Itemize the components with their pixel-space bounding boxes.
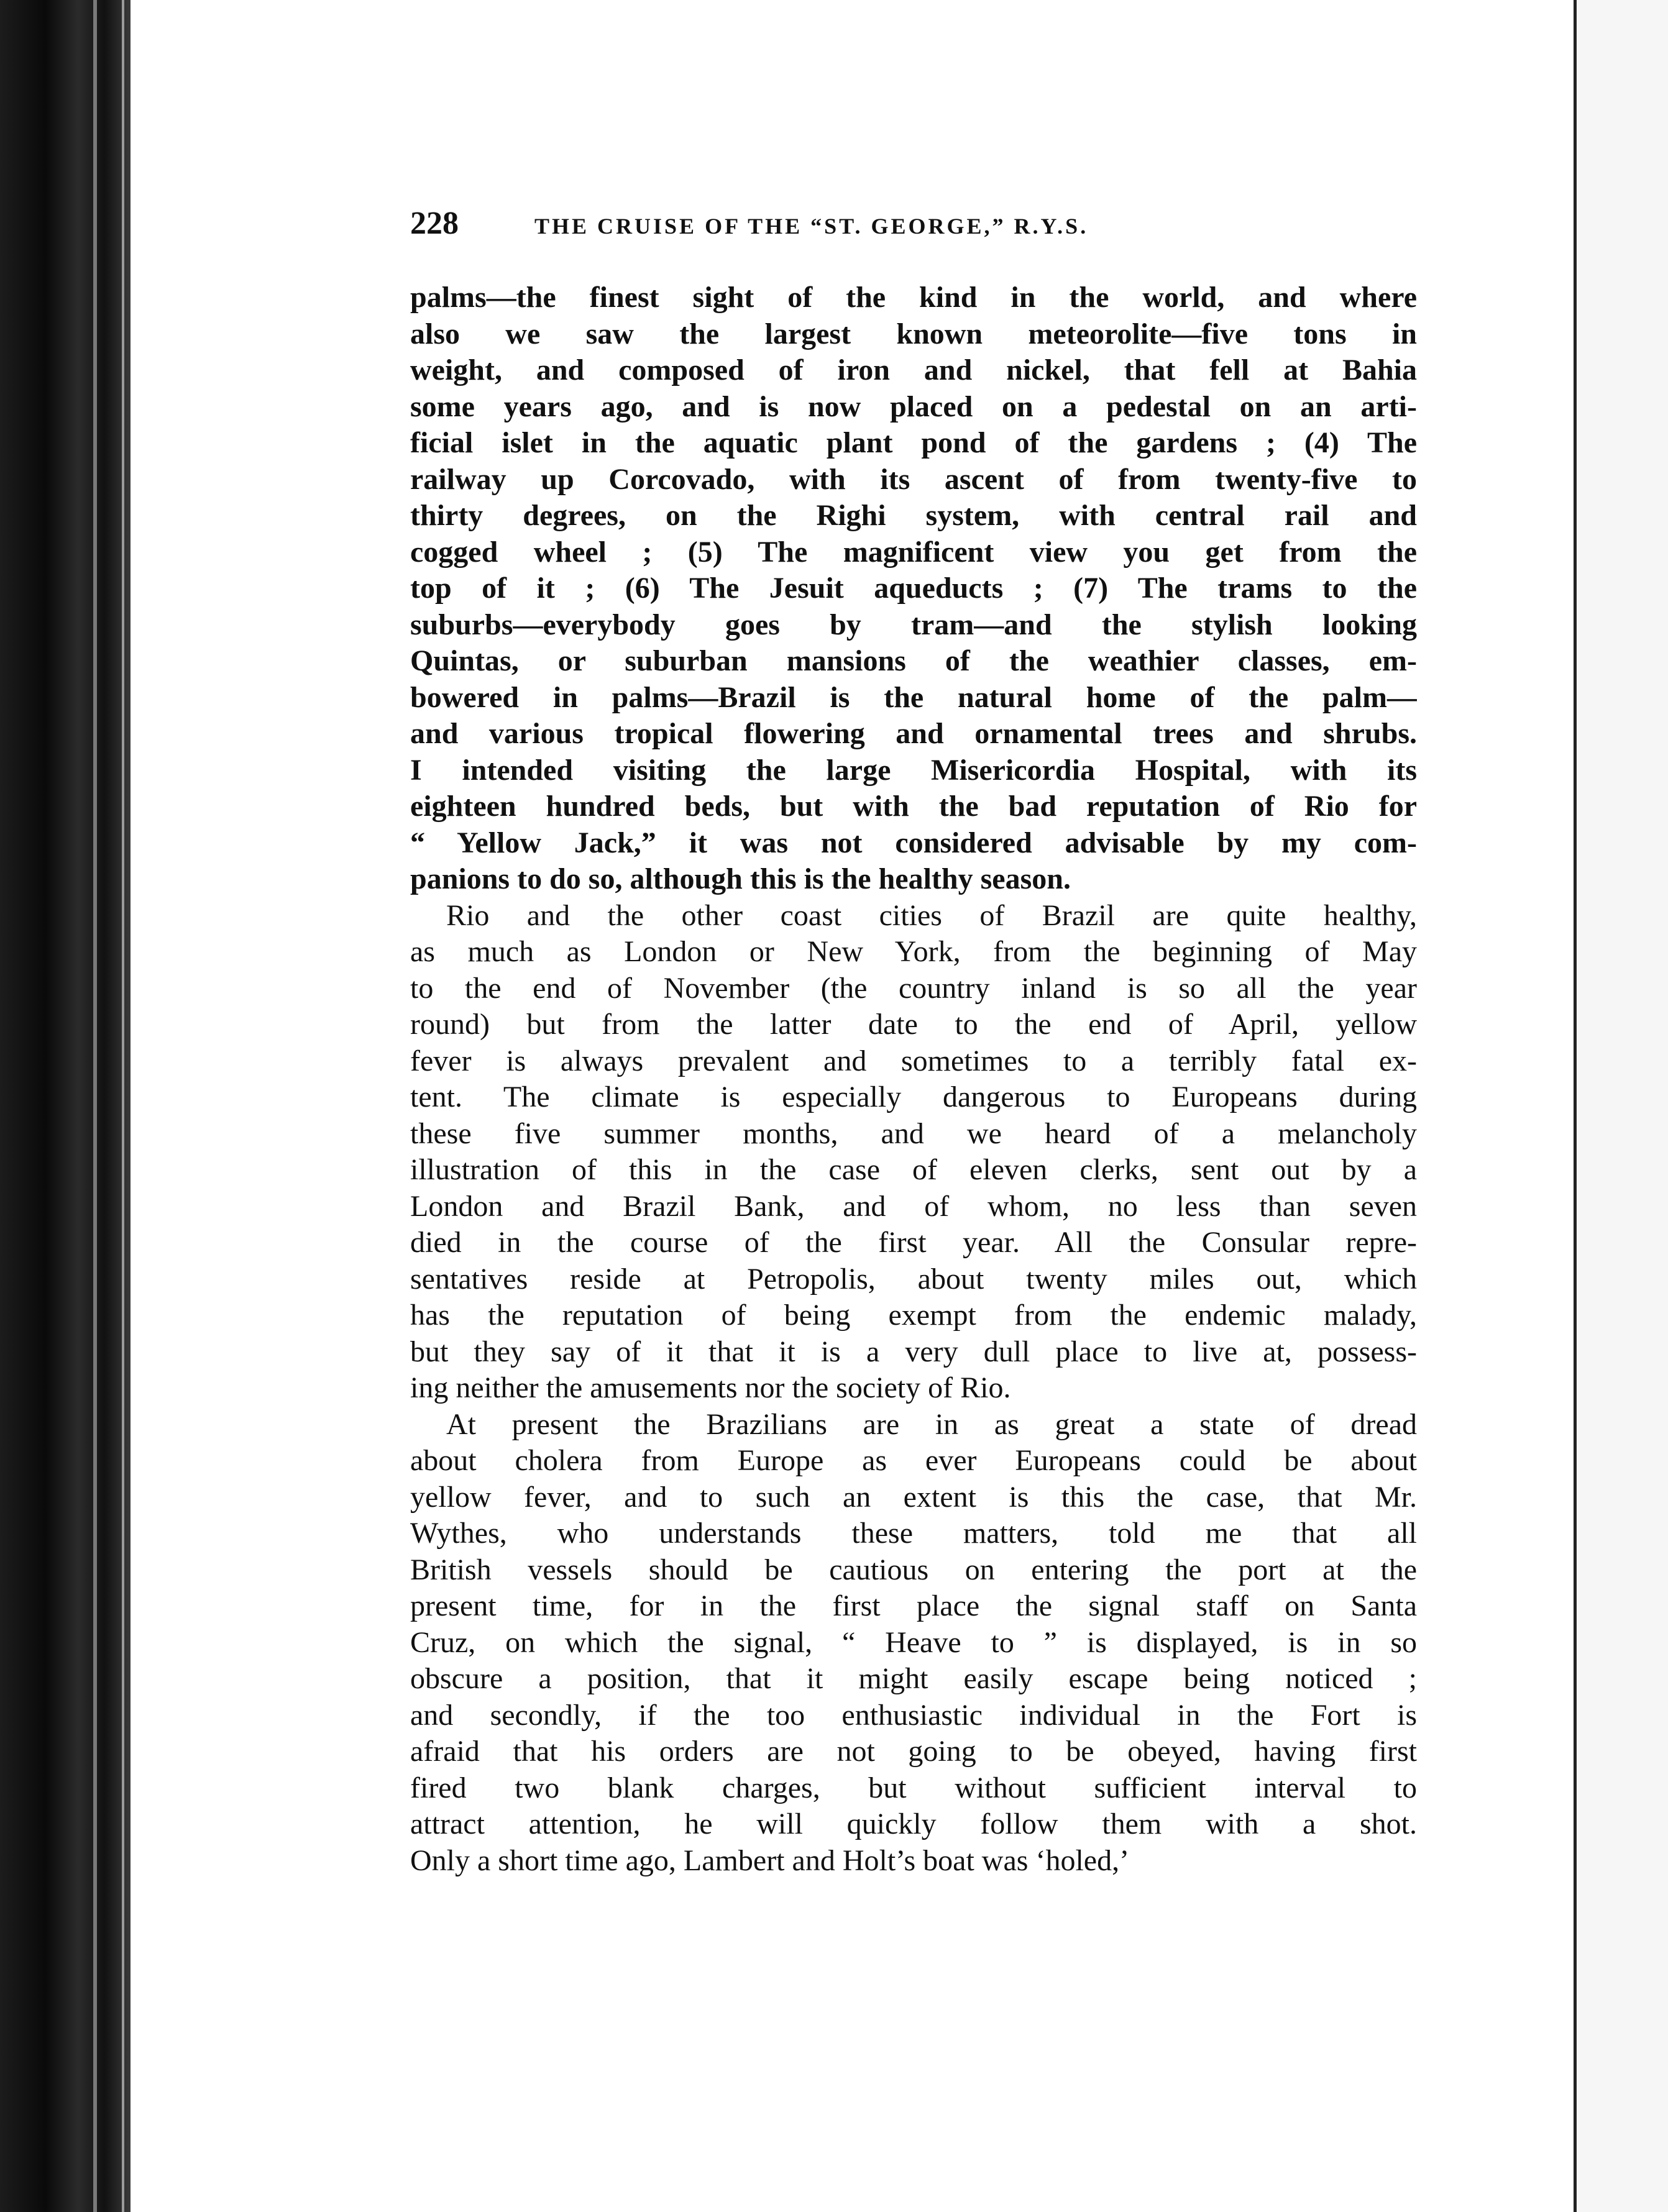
text-line: ing neither the amusements nor the society of Rio. — [410, 1371, 1011, 1404]
text-line: bowered in palms—Brazil is the natural home of the palm— — [410, 680, 1417, 714]
text-line: as much as London or New York, from the beginning of May — [410, 935, 1417, 968]
text-line: tent. The climate is especially dangerous to Europeans during — [410, 1081, 1417, 1113]
text-line: attract attention, he will quickly follow them with a shot. — [410, 1808, 1417, 1840]
text-line: weight, and composed of iron and nickel, that fell at Bahia — [410, 354, 1417, 386]
text-line: Rio and the other coast cities of Brazil are quite healthy, — [446, 898, 1417, 932]
text-line: died in the course of the first year. All the Consular repre- — [410, 1226, 1417, 1259]
text-line: some years ago, and is now placed on a pedestal on an arti- — [410, 390, 1417, 423]
text-line: present time, for in the first place the signal staff on Santa — [410, 1589, 1417, 1622]
text-line: thirty degrees, on the Righi system, with central rail and — [410, 499, 1417, 532]
text-line: suburbs—everybody goes by tram—and the stylish looking — [410, 608, 1417, 641]
page-content — [410, 205, 1417, 1879]
paragraph-2 — [410, 898, 1417, 1407]
binding-edge-inner — [122, 0, 124, 2212]
text-line: cogged wheel ; (5) The magnificent view you get from the — [410, 535, 1417, 569]
text-line: Wythes, who understands these matters, told me that all — [410, 1517, 1417, 1550]
text-line: At present the Brazilians are in as great a state of dread — [446, 1407, 1417, 1441]
text-line: obscure a position, that it might easily escape being noticed ; — [410, 1662, 1417, 1695]
text-line: about cholera from Europe as ever Europeans could be about — [410, 1444, 1417, 1477]
text-line: Cruz, on which the signal, “ Heave to ” is displayed, is in so — [410, 1625, 1417, 1659]
running-head — [410, 205, 1417, 255]
text-line: ficial islet in the aquatic plant pond of the gardens ; (4) The — [410, 426, 1417, 459]
text-line: sentatives reside at Petropolis, about twenty miles out, which — [410, 1262, 1417, 1296]
text-line: British vessels should be cautious on entering the port at the — [410, 1553, 1417, 1586]
text-line: also we saw the largest known meteorolite—five tons in — [410, 317, 1417, 350]
book-binding — [0, 0, 131, 2212]
text-line: fired two blank charges, but without sufficient interval to — [410, 1771, 1417, 1804]
text-line: illustration of this in the case of eleven clerks, sent out by a — [410, 1153, 1417, 1186]
text-line: eighteen hundred beds, but with the bad reputation of Rio for — [410, 790, 1417, 823]
text-line: yellow fever, and to such an extent is this the case, that Mr. — [410, 1480, 1417, 1514]
text-line: but they say of it that it is a very dull place to live at, possess- — [410, 1335, 1417, 1368]
text-line: and secondly, if the too enthusiastic individual in the Fort is — [410, 1698, 1417, 1732]
text-line: I intended visiting the large Misericordia Hospital, with its — [410, 753, 1417, 787]
text-line: afraid that his orders are not going to be obeyed, having first — [410, 1735, 1417, 1768]
text-line: top of it ; (6) The Jesuit aqueducts ; (7) The trams to the — [410, 572, 1417, 605]
running-title: THE CRUISE OF THE “ST. GEORGE,” R.Y.S. — [534, 214, 1089, 239]
right-margin — [1577, 0, 1668, 2212]
text-line: and various tropical flowering and ornamental trees and shrubs. — [410, 717, 1417, 750]
body-text — [410, 280, 1417, 1879]
text-line: panions to do so, although this is the healthy season. — [410, 862, 1071, 895]
text-line: these five summer months, and we heard of a melancholy — [410, 1117, 1417, 1150]
text-line: to the end of November (the country inland is so all the year — [410, 971, 1417, 1005]
paragraph-1 — [410, 280, 1417, 898]
text-line: round) but from the latter date to the end of April, yellow — [410, 1008, 1417, 1041]
binding-edge — [93, 0, 97, 2212]
text-line: palms—the finest sight of the kind in the world, and where — [410, 281, 1417, 314]
paragraph-3 — [410, 1407, 1417, 1880]
text-line: fever is always prevalent and sometimes to a terribly fatal ex- — [410, 1044, 1417, 1077]
text-line: Only a short time ago, Lambert and Holt’s boat was ‘holed,’ — [410, 1844, 1130, 1877]
text-line: “ Yellow Jack,” it was not considered advisable by my com- — [410, 826, 1417, 859]
page-number: 228 — [410, 206, 459, 241]
text-line: has the reputation of being exempt from the endemic malady, — [410, 1299, 1417, 1332]
text-line: Quintas, or suburban mansions of the weathier classes, em- — [410, 644, 1417, 677]
text-line: railway up Corcovado, with its ascent of from twenty-five to — [410, 462, 1417, 496]
text-line: London and Brazil Bank, and of whom, no less than seven — [410, 1189, 1417, 1223]
